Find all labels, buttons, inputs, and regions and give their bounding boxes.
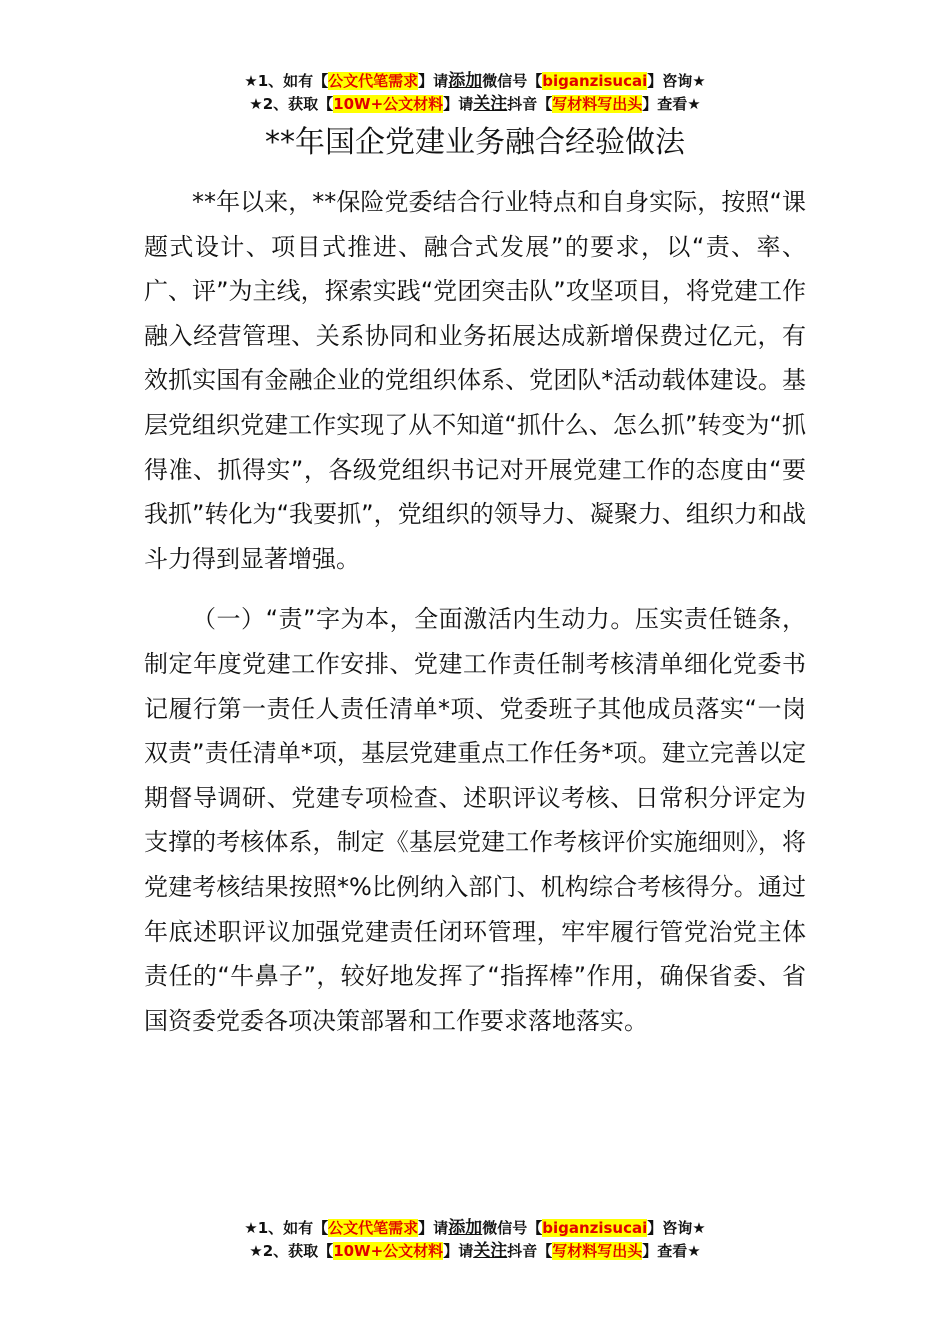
banner-emphasis: 关注 xyxy=(473,94,508,114)
paragraph-section-1: （一）“责”字为本，全面激活内生动力。压实责任链条，制定年度党建工作安排、党建工作责任制考核清单细化党委书记履行第一责任人责任清单*项、党委班子其他成员落实“一岗双责”责任清单*项，基层党建重点工作任务*项。建立完善以定期督导调研、党建专项检查、述职评议考核、日常积分评定为支撑的考核体系，制定《基层党建工作考核评价实施细则》，将党建考核结果按照*%比例纳入部门、机构综合考核得分。通过年底述职评议加强党建责任闭环管理，牢牢履行管党治党主体责任的“牛鼻子”，较好地发挥了“指挥棒”作用，确保省委、省国资委党委各项决策部署和工作要求落地落实。 xyxy=(144,605,806,1035)
banner-text: 】咨询★ xyxy=(647,72,706,90)
banner-text: 】查看★ xyxy=(642,1242,701,1260)
banner-text: ★2、获取【 xyxy=(249,95,334,113)
banner-text: 】请 xyxy=(418,72,449,90)
banner-text: 】咨询★ xyxy=(647,1219,706,1237)
paragraph-intro: **年以来，**保险党委结合行业特点和自身实际，按照“课题式设计、项目式推进、融合式发展”的要求，以“责、率、广、评”为主线，探索实践“党团突击队”攻坚项目，将党建工作融入经营管理、关系协同和业务拓展达成新增保费过亿元，有效抓实国有金融企业的党组织体系、党团队*活动载体建设。基层党组织党建工作实现了从不知道“抓什么、怎么抓”转变为“抓得准、抓得实”，各级党组织书记对开展党建工作的态度由“要我抓”转化为“我要抓”，党组织的领导力、凝聚力、组织力和战斗力得到显著增强。 xyxy=(144,188,806,573)
banner-text: 】请 xyxy=(443,1242,474,1260)
banner-text: 】请 xyxy=(443,95,474,113)
document-body xyxy=(144,180,806,1059)
banner-text: 微信号【 xyxy=(482,72,543,90)
banner-text: ★1、如有【 xyxy=(244,1219,329,1237)
banner-line-2 xyxy=(0,93,950,116)
banner-emphasis: 添加 xyxy=(448,71,483,91)
banner-emphasis: 添加 xyxy=(448,1218,483,1238)
banner-text: 抖音【 xyxy=(507,1242,553,1260)
banner-line-1 xyxy=(0,70,950,93)
banner-highlight: biganzisucai xyxy=(542,1219,648,1237)
banner-text: 抖音【 xyxy=(507,95,553,113)
banner-text: ★2、获取【 xyxy=(249,1242,334,1260)
banner-highlight: 写材料写出头 xyxy=(552,1242,643,1260)
document-title: **年国企党建业务融合经验做法 xyxy=(265,125,685,160)
banner-highlight: 10W+公文材料 xyxy=(333,1242,444,1260)
banner-highlight: 写材料写出头 xyxy=(552,95,643,113)
banner-text: 】请 xyxy=(418,1219,449,1237)
banner-line-1 xyxy=(0,1217,950,1240)
footer-banner xyxy=(0,1217,950,1263)
banner-text: 微信号【 xyxy=(482,1219,543,1237)
header-banner xyxy=(0,70,950,116)
banner-text: ★1、如有【 xyxy=(244,72,329,90)
banner-highlight: biganzisucai xyxy=(542,72,648,90)
banner-highlight: 公文代笔需求 xyxy=(328,72,419,90)
banner-text: 】查看★ xyxy=(642,95,701,113)
banner-line-2 xyxy=(0,1240,950,1263)
banner-highlight: 公文代笔需求 xyxy=(328,1219,419,1237)
banner-emphasis: 关注 xyxy=(473,1241,508,1261)
banner-highlight: 10W+公文材料 xyxy=(333,95,444,113)
